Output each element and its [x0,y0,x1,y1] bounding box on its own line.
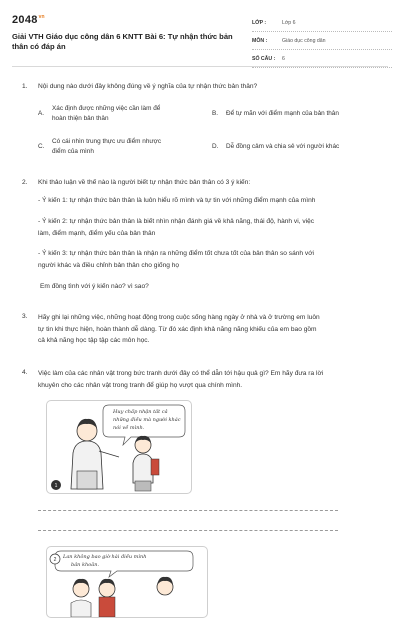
illustration-panel-1 [46,400,192,494]
option-text-line: điểm của mình [52,148,94,155]
question-text: Nội dung nào dưới đây không đúng về ý nghĩa của tự nhận thức bản thân? [38,83,258,90]
illustration-panel-2 [46,546,208,618]
question-number: 3. [22,313,28,320]
option-text-line: Để tự mãn với điểm mạnh của bản thân [226,110,339,117]
option-letter: A. [38,110,45,117]
opinion-1 [38,195,383,207]
opinion-2 [38,216,383,239]
document-meta [252,14,392,68]
answer-line[interactable] [38,530,338,531]
kid-1-shirt [71,600,91,617]
header-divider [12,66,388,67]
panel-number: 1 [54,483,58,489]
boy-1-arm [99,451,119,457]
question-number: 4. [22,369,28,376]
opinion-3 [38,248,383,271]
logo-suffix: vn [38,14,45,20]
document-title: Giải VTH Giáo dục công dân 6 KNTT Bài 6: Tự nhận thức bản thân có đáp án [12,32,233,51]
bubble-line-1: Lan không bao giờ hài điều mình [63,554,147,560]
kid-2-shirt [99,597,115,617]
question-line: khuyên cho các nhân vật trong tranh để giúp họ vượt qua chính mình. [38,381,243,389]
boy-2-pants [135,481,151,491]
illustration-2-drawing [47,547,207,617]
option-text-line: hoàn thiện bản thân [52,115,109,122]
opinion-question: Em đồng tình với ý kiến nào? vì sao? [40,283,149,290]
option-text-line: Dễ đồng cảm và chia sẻ với người khác [226,143,340,150]
option-text [226,142,339,152]
meta-value: Lớp 6 [282,19,296,26]
bubble-line-1: Huy chấp nhận tất cả [113,409,168,415]
question-number: 1. [22,83,28,90]
meta-value: 6 [282,55,285,62]
option-text [52,137,161,157]
question-line: cả khả năng học tập tập các môn học. [38,337,150,344]
option-text-line: Có cái nhìn trung thực ưu điểm nhược [52,138,162,145]
meta-row-class [252,14,392,32]
illustration-1-drawing [47,401,191,493]
question-line: Hãy ghi lại những việc, những hoạt động trong cuộc sống hàng ngày ở nhà và ở trường em luôn [38,314,320,321]
answer-line[interactable] [38,510,338,511]
question-number: 2. [22,179,28,186]
option-text [52,104,160,124]
logo-brand: 2048 [12,14,38,26]
panel-number: 2 [53,557,57,563]
option-text [226,109,339,119]
option-letter: C. [38,143,45,150]
meta-row-subject [252,32,392,50]
question-3-text [38,312,383,347]
option-letter: B. [212,110,219,117]
meta-label: SỐ CÂU : [252,55,276,62]
bubble-line-2: những điều mà người khác [113,417,181,423]
boy-1-pants [77,471,97,489]
opinion-line: người khác và điều chỉnh bản thân cho giống họ [38,261,180,269]
bubble-line-3: nói về mình. [113,425,145,431]
opinion-line: - Ý kiến 2: tự nhận thức bản thân là biết nhìn nhận đánh giá về khả năng, thái độ, hành vi, việc [38,218,315,225]
question-line: Việc làm của các nhân vật trong bức tranh dưới đây có thể dẫn tới hậu quả gì? Em hãy đưa ra lời [38,370,324,377]
question-4-text [38,368,383,391]
meta-value: Giáo dục công dân [282,37,326,44]
bubble-line-2: bản khoăn. [71,562,100,568]
opinion-line: - Ý kiến 1: tự nhận thức bản thân là luôn hiểu rõ mình và tự tin với những điểm mạnh của mình [38,197,316,204]
opinion-line: - Ý kiến 3: tự nhận thức bản thân là nhận ra những điểm tốt chưa tốt của bản thân so sánh với [38,250,315,257]
meta-label: MÔN : [252,37,268,44]
site-logo[interactable] [12,14,45,26]
meta-label: LỚP : [252,19,267,26]
boy-2-shirt [133,454,153,483]
question-line: tự tin khi thực hiện, hoàn thành dễ dàng. Từ đó xác định khả năng năng khiếu của em bao gồm [38,325,317,333]
boy-2-backpack [151,459,159,475]
opinion-line: làm, điểm mạnh, điểm yếu của bản thân [38,229,156,237]
option-text-line: Xác định được những việc cần làm để [52,105,161,112]
question-text: Khi thảo luận về thế nào là người biết tự nhận thức bản thân có 3 ý kiến: [38,179,251,186]
option-letter: D. [212,143,219,150]
